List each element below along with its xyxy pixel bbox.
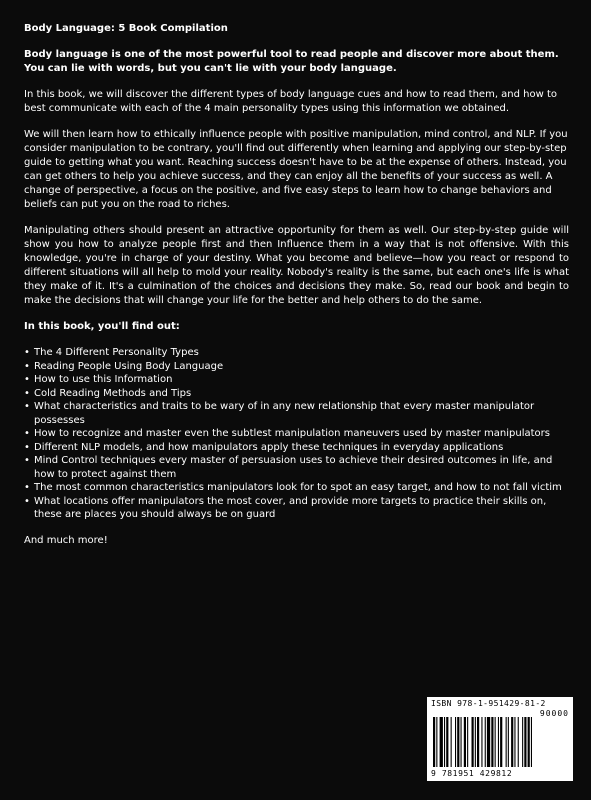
paragraph-2: We will then learn how to ethically influence people with positive manipulation, mind control, and NLP. If you consider manipulation to be contrary, you'll find out differently when learning and applying our step-by-step guide to getting what you want. Reaching success doesn't have to be at the expense of others. Instead, you can get others to help you achieve success, and they can enjoy all the benefits of your success as well. A change of perspective, a focus on the positive, and five easy steps to learn how to change behaviors and beliefs can put you on the road to riches. — [24, 129, 568, 210]
isbn-barcode — [427, 697, 573, 781]
isbn-label: ISBN 978-1-951429-81-2 — [431, 699, 546, 708]
list-item: • What characteristics and traits to be wary of in any new relationship that every master manipulator possesses — [24, 400, 569, 427]
feature-list — [24, 346, 569, 522]
barcode-bars-icon — [433, 717, 567, 767]
list-item: • How to use this Information — [24, 373, 569, 387]
list-item: • The most common characteristics manipulators look for to spot an easy target, and how to not fall victim — [24, 481, 569, 495]
paragraph-1: In this book, we will discover the different types of body language cues and how to read them, and how to best communicate with each of the 4 main personality types using this information we obtained. — [24, 89, 558, 114]
list-item: • Different NLP models, and how manipulators apply these techniques in everyday applications — [24, 441, 569, 455]
price-code: 90000 — [539, 709, 569, 718]
ean-digits: 9 781951 429812 — [431, 769, 513, 778]
list-item: • What locations offer manipulators the most cover, and provide more targets to practice their skills on, these are places you should always be on guard — [24, 495, 569, 522]
list-item: • How to recognize and master even the subtlest manipulation maneuvers used by master manipulators — [24, 427, 569, 441]
paragraph-3: Manipulating others should present an attractive opportunity for them as well. Our step-by-step guide will show you how to analyze people first and then Influence them in a way that is not offensive. With this knowledge, you're in charge of your destiny. What you become and believe—how you react or respond to different situations will all help to mold your reality. Nobody's reality is the same, but each one's life is what they make of it. It's a culmination of the choices and decisions they make. So, read our book and begin to make the decisions that will change your life for the better and help others to do the same. — [24, 225, 569, 306]
book-title: Body Language: 5 Book Compilation — [24, 23, 228, 34]
list-heading: In this book, you'll find out: — [24, 321, 180, 332]
list-item: • Mind Control techniques every master of persuasion uses to achieve their desired outcomes in life, and how to protect against them — [24, 454, 569, 481]
list-item: • Reading People Using Body Language — [24, 360, 569, 374]
back-cover — [24, 22, 569, 548]
closing-text: And much more! — [24, 534, 108, 546]
list-item: • Cold Reading Methods and Tips — [24, 387, 569, 401]
list-item: • The 4 Different Personality Types — [24, 346, 569, 360]
intro-text: Body language is one of the most powerful tool to read people and discover more about them. You can lie with words, but you can't lie with your body language. — [24, 49, 559, 74]
